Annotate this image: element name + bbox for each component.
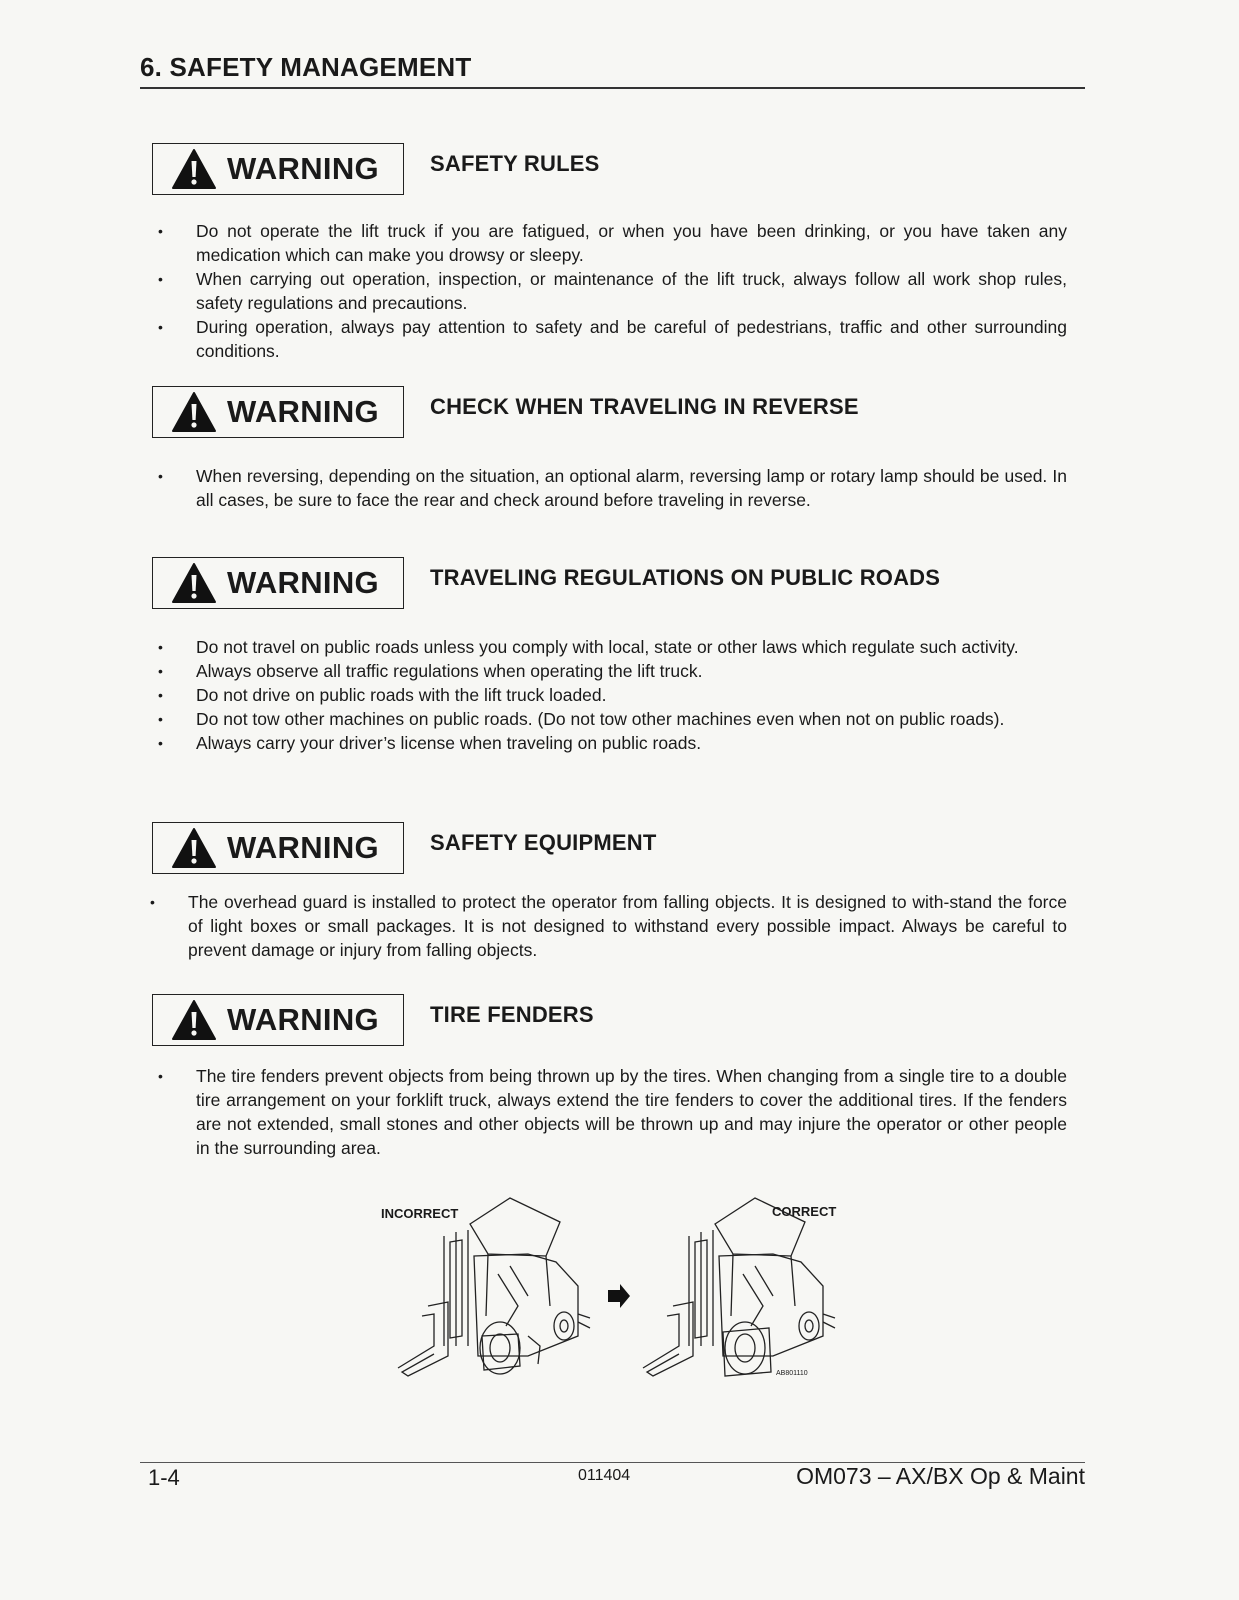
page-title: 6. SAFETY MANAGEMENT [140, 52, 1085, 89]
warning-label-box [152, 994, 404, 1046]
warning-triangle-icon [171, 562, 217, 604]
forklift-incorrect [398, 1198, 590, 1376]
bullet-item: • Do not travel on public roads unless you comply with local, state or other laws which regulate such activity. [152, 635, 1067, 659]
forklift-illustration [378, 1196, 848, 1396]
doc-title: OM073 – AX/BX Op & Maint [796, 1463, 1085, 1489]
bullet-list [152, 635, 1067, 755]
forklift-correct [643, 1198, 835, 1376]
figure-code: AB801110 [776, 1370, 808, 1377]
page-header [140, 52, 1085, 89]
section-title: TIRE FENDERS [430, 1002, 594, 1027]
bullet-item: • Always carry your driver’s license when traveling on public roads. [152, 731, 1067, 755]
bullet-item: • During operation, always pay attention to safety and be careful of pedestrians, traffic and other surrounding conditions. [152, 315, 1067, 363]
figure-label-incorrect: INCORRECT [381, 1206, 459, 1221]
warning-triangle-icon [171, 827, 217, 869]
warning-triangle-icon [171, 148, 217, 190]
section-title: SAFETY EQUIPMENT [430, 830, 657, 855]
section-safety-equipment [152, 822, 1067, 962]
section-reverse [152, 386, 1067, 512]
bullet-item: • Do not operate the lift truck if you are fatigued, or when you have been drinking, or you have taken any medication which can make you drowsy or sleepy. [152, 219, 1067, 267]
section-tire-fenders [152, 994, 1067, 1160]
page-footer [140, 1462, 1085, 1490]
warning-text: WARNING [227, 394, 379, 429]
warning-triangle-icon [171, 999, 217, 1041]
warning-text: WARNING [227, 1002, 379, 1037]
arrow-right-icon [608, 1284, 630, 1308]
doc-code: 011404 [578, 1467, 631, 1484]
section-title: SAFETY RULES [430, 151, 600, 176]
bullet-item: • Do not tow other machines on public roads. (Do not tow other machines even when not on public roads). [152, 707, 1067, 731]
bullet-list [152, 1064, 1067, 1160]
bullet-list [152, 219, 1067, 363]
warning-text: WARNING [227, 565, 379, 600]
section-safety-rules [152, 143, 1067, 363]
warning-triangle-icon [171, 391, 217, 433]
bullet-item: • When carrying out operation, inspection, or maintenance of the lift truck, always follow all work shop rules, safety regulations and precautions. [152, 267, 1067, 315]
warning-text: WARNING [227, 830, 379, 865]
page-number: 1-4 [148, 1465, 180, 1490]
figure-label-correct: CORRECT [772, 1204, 837, 1219]
bullet-item: • Always observe all traffic regulations when operating the lift truck. [152, 659, 1067, 683]
warning-text: WARNING [227, 151, 379, 186]
bullet-item: • The overhead guard is installed to protect the operator from falling objects. It is designed to with-stand the force of light boxes or small packages. It is not designed to withstand every possible impact. Always be careful to prevent damage or injury from falling objects. [144, 890, 1067, 962]
tire-fender-figure [378, 1196, 848, 1396]
section-public-roads [152, 557, 1067, 755]
section-title: CHECK WHEN TRAVELING IN REVERSE [430, 394, 859, 419]
bullet-item: • Do not drive on public roads with the lift truck loaded. [152, 683, 1067, 707]
bullet-list [144, 890, 1067, 962]
warning-label-box [152, 557, 404, 609]
bullet-list [152, 464, 1067, 512]
section-title: TRAVELING REGULATIONS ON PUBLIC ROADS [430, 565, 941, 590]
bullet-item: • The tire fenders prevent objects from being thrown up by the tires. When changing from a single tire to a double tire arrangement on your forklift truck, always extend the tire fenders to cover the additional tires. If the fenders are not extended, small stones and other objects will be thrown up and may injure the operator or other people in the surrounding area. [152, 1064, 1067, 1160]
warning-label-box [152, 386, 404, 438]
warning-label-box [152, 822, 404, 874]
bullet-item: • When reversing, depending on the situation, an optional alarm, reversing lamp or rotary lamp should be used. In all cases, be sure to face the rear and check around before traveling in reverse. [152, 464, 1067, 512]
warning-label-box [152, 143, 404, 195]
